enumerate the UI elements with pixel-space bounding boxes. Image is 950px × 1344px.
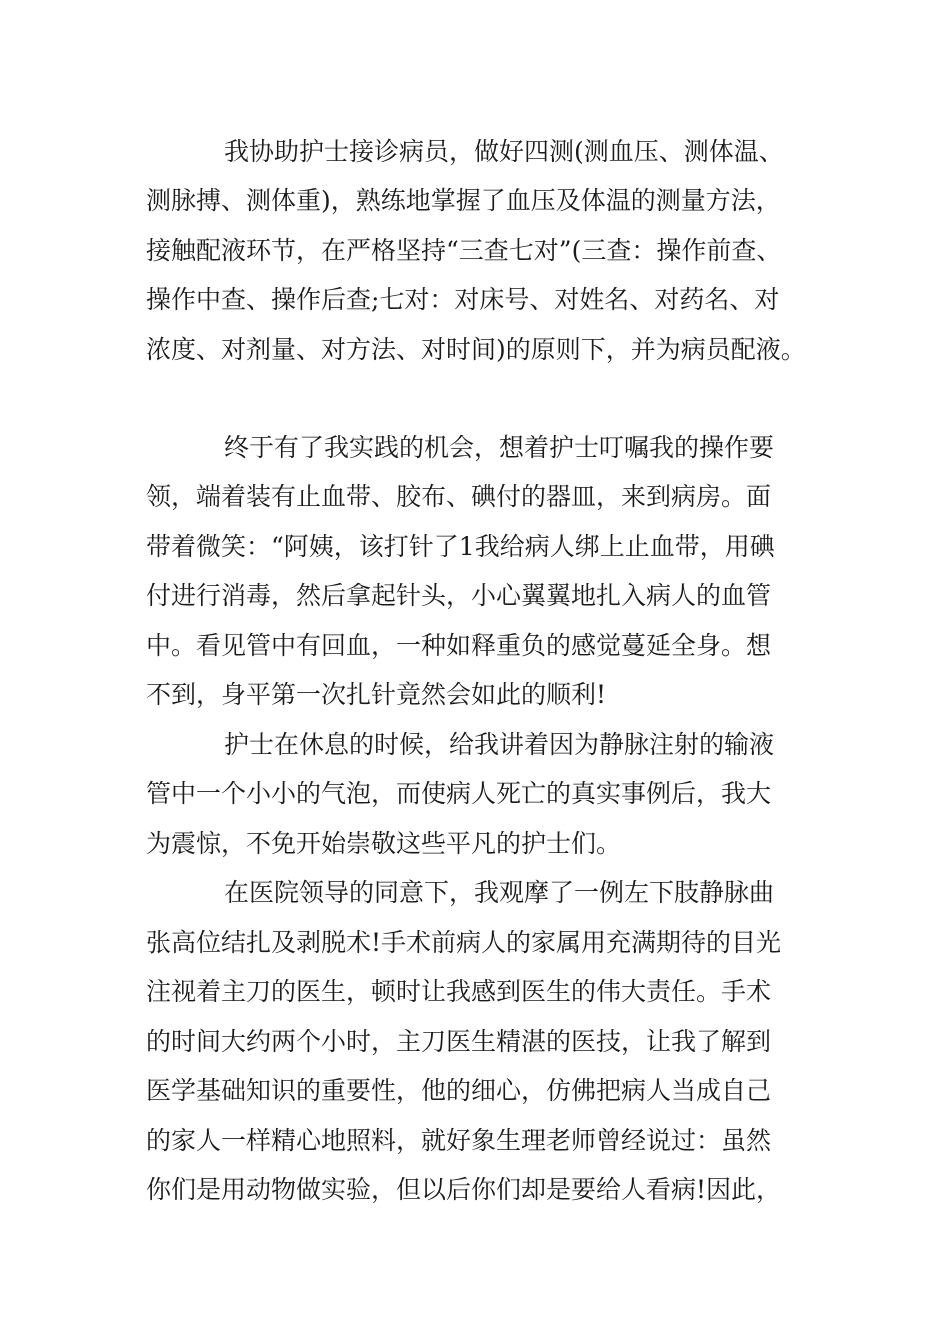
paragraph-1-line-2: 测脉搏、测体重)，熟练地掌握了血压及体温的测量方法，: [146, 186, 781, 215]
paragraph-4-line-3: 注视着主刀的医生，顿时让我感到医生的伟大责任。手术: [146, 977, 772, 1006]
paragraph-2-line-3: 带着微笑：“阿姨，该打针了1我给病人绑上止血带，用碘: [146, 532, 775, 561]
paragraph-4-line-6: 的家人一样精心地照料，就好象生理老师曾经说过：虽然: [146, 1126, 772, 1155]
paragraph-2-line-5: 中。看见管中有回血，一种如释重负的感觉蔓延全身。想: [146, 631, 772, 660]
paragraph-2-line-1: 终于有了我实践的机会，想着护士叮嘱我的操作要: [224, 433, 775, 462]
paragraph-3-line-3: 为震惊，不免开始崇敬这些平凡的护士们。: [146, 829, 622, 858]
paragraph-4-line-7: 你们是用动物做实验，但以后你们却是要给人看病!因此，: [146, 1175, 782, 1204]
paragraph-1-line-4: 操作中查、操作后查;七对：对床号、对姓名、对药名、对: [146, 285, 780, 314]
paragraph-4-line-1: 在医院领导的同意下，我观摩了一例左下肢静脉曲: [224, 878, 775, 907]
paragraph-4-line-2: 张高位结扎及剥脱术!手术前病人的家属用充满期待的目光: [146, 928, 782, 957]
paragraph-1-line-3: 接触配液环节，在严格坚持“三查七对”(三查：操作前查、: [146, 236, 782, 265]
paragraph-2-line-2: 领，端着装有止血带、胶布、碘付的器皿，来到病房。面: [146, 482, 772, 511]
paragraph-3-line-2: 管中一个小小的气泡，而使病人死亡的真实事例后，我大: [146, 779, 772, 808]
paragraph-4-line-5: 医学基础知识的重要性，他的细心，仿佛把病人当成自己: [146, 1076, 772, 1105]
paragraph-2-line-6: 不到，身平第一次扎针竟然会如此的顺利!: [146, 680, 607, 709]
paragraph-4-line-4: 的时间大约两个小时，主刀医生精湛的医技，让我了解到: [146, 1027, 772, 1056]
paragraph-2-line-4: 付进行消毒，然后拿起针头，小心翼翼地扎入病人的血管: [146, 581, 772, 610]
paragraph-3-line-1: 护士在休息的时候，给我讲着因为静脉注射的输液: [224, 730, 775, 759]
paragraph-1-line-1: 我协助护士接诊病员，做好四测(测血压、测体温、: [224, 137, 784, 166]
paragraph-1-line-5: 浓度、对剂量、对方法、对时间)的原则下，并为病员配液。: [146, 335, 806, 364]
